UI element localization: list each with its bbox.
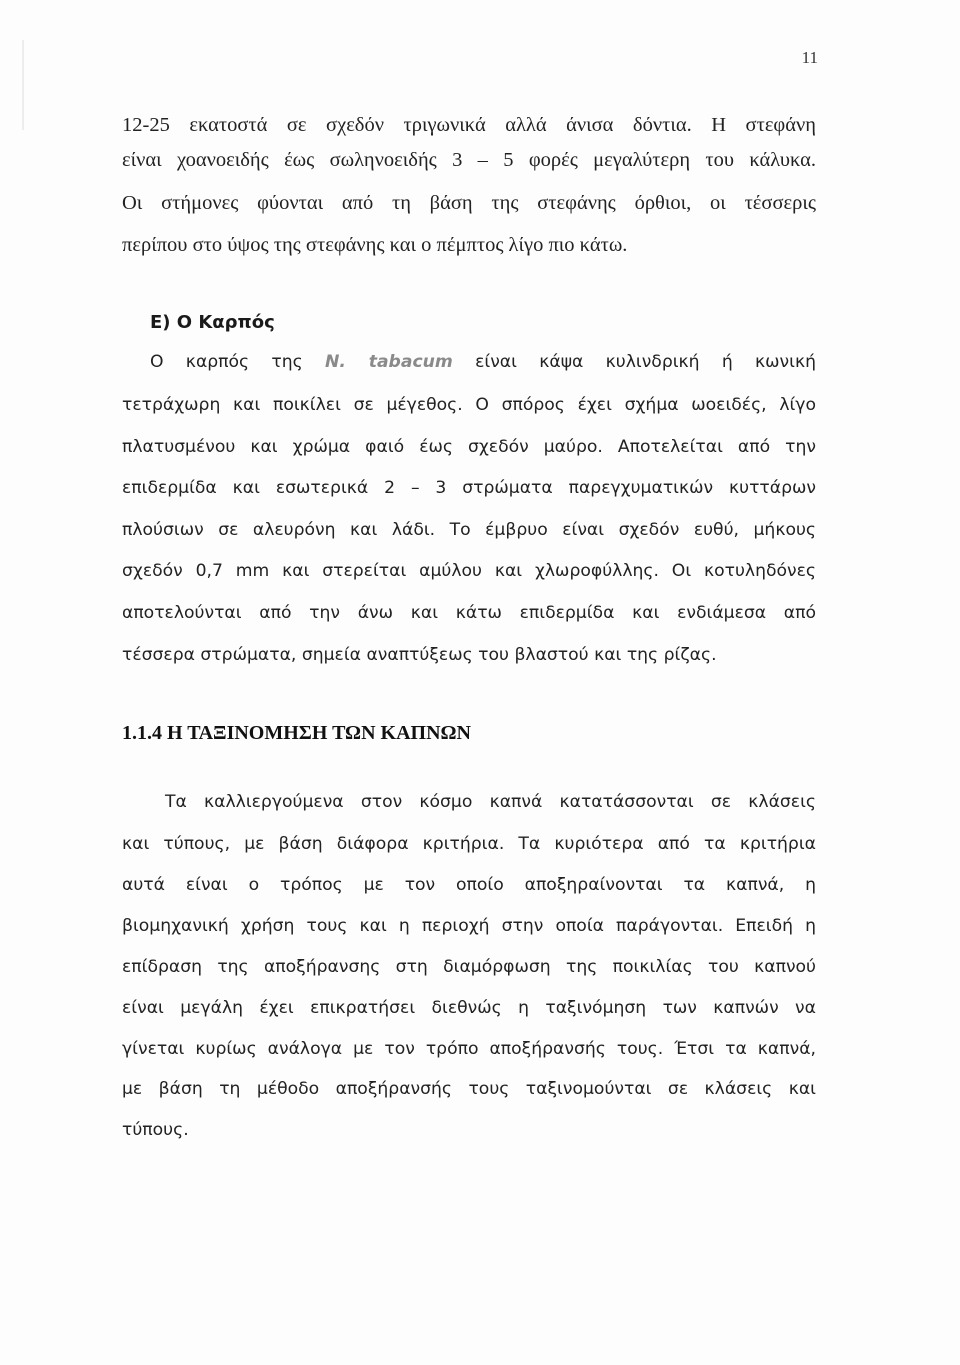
- text-suffix: είναι κάψα κυλινδρική ή κωνική: [452, 352, 816, 372]
- paragraph-line: επίδραση της αποξήρανσης στη διαμόρφωση της ποικιλίας του καπνού: [122, 957, 816, 977]
- paragraph-line-first: Τα καλλιεργούμενα στον κόσμο καπνά κατατάσσονται σε κλάσεις: [165, 792, 816, 812]
- paragraph-line: επιδερμίδα και εσωτερικά 2 – 3 στρώματα παρεγχυματικών κυττάρων: [122, 478, 816, 498]
- paragraph-line: Οι στήμονες φύονται από τη βάση της στεφάνης όρθιοι, οι τέσσερις: [122, 192, 816, 214]
- section-heading-e: Ε) Ο Καρπός: [150, 312, 275, 333]
- paragraph-line: σχεδόν 0,7 mm και στερείται αμύλου και χλωροφύλλης. Οι κοτυληδόνες: [122, 561, 816, 581]
- paragraph-line: αυτά είναι ο τρόπος με τον οποίο αποξηραίνονται τα καπνά, η: [122, 875, 816, 895]
- paragraph-line: αποτελούνται από την άνω και κάτω επιδερμίδα και ενδιάμεσα από: [122, 603, 816, 623]
- paragraph-line: πλούσιων σε αλευρόνη και λάδι. Το έμβρυο είναι σχεδόν ευθύ, μήκους: [122, 520, 816, 540]
- text-prefix: Ο καρπός της: [150, 352, 326, 372]
- paragraph-line: και τύπους, με βάση διάφορα κριτήρια. Τα κυριότερα από τα κριτήρια: [122, 834, 816, 854]
- paragraph-line: πλατυσμένου και χρώμα φαιό έως σχεδόν μαύρο. Αποτελείται από την: [122, 437, 816, 457]
- paragraph-line: τέσσερα στρώματα, σημεία αναπτύξεως του βλαστού και της ρίζας.: [122, 645, 717, 665]
- paragraph-line: τετράχωρη και ποικίλει σε μέγεθος. Ο σπόρος έχει σχήμα ωοειδές, λίγο: [122, 395, 816, 415]
- paragraph-line: τύπους.: [122, 1120, 189, 1140]
- paragraph-line: είναι χοανοειδής έως σωληνοειδής 3 – 5 φορές μεγαλύτερη του κάλυκα.: [122, 149, 816, 171]
- paragraph-line: με βάση τη μέθοδο αποξήρανσής τους ταξινομούνται σε κλάσεις και: [122, 1079, 816, 1099]
- species-name: N. tabacum: [325, 352, 453, 372]
- paragraph-line: 12-25 εκατοστά σε σχεδόν τριγωνικά αλλά άνισα δόντια. Η στεφάνη: [122, 114, 816, 136]
- paragraph-line: είναι μεγάλη έχει επικρατήσει διεθνώς η ταξινόμηση των καπνών να: [122, 998, 816, 1018]
- paragraph-line: βιομηχανική χρήση τους και η περιοχή στην οποία παράγονται. Επειδή η: [122, 916, 816, 936]
- section-heading-114: 1.1.4 Η ΤΑΞΙΝΟΜΗΣΗ ΤΩΝ ΚΑΠΝΩΝ: [122, 722, 471, 744]
- paragraph-line: περίπου στο ύψος της στεφάνης και ο πέμπτος λίγο πιο κάτω.: [122, 234, 628, 256]
- paragraph-line: γίνεται κυρίως ανάλογα με τον τρόπο αποξήρανσής τους. Έτσι τα καπνά,: [122, 1039, 816, 1059]
- scan-margin-mark: [22, 40, 24, 130]
- page-number: 11: [801, 48, 818, 67]
- paragraph-line-first: [150, 350, 816, 374]
